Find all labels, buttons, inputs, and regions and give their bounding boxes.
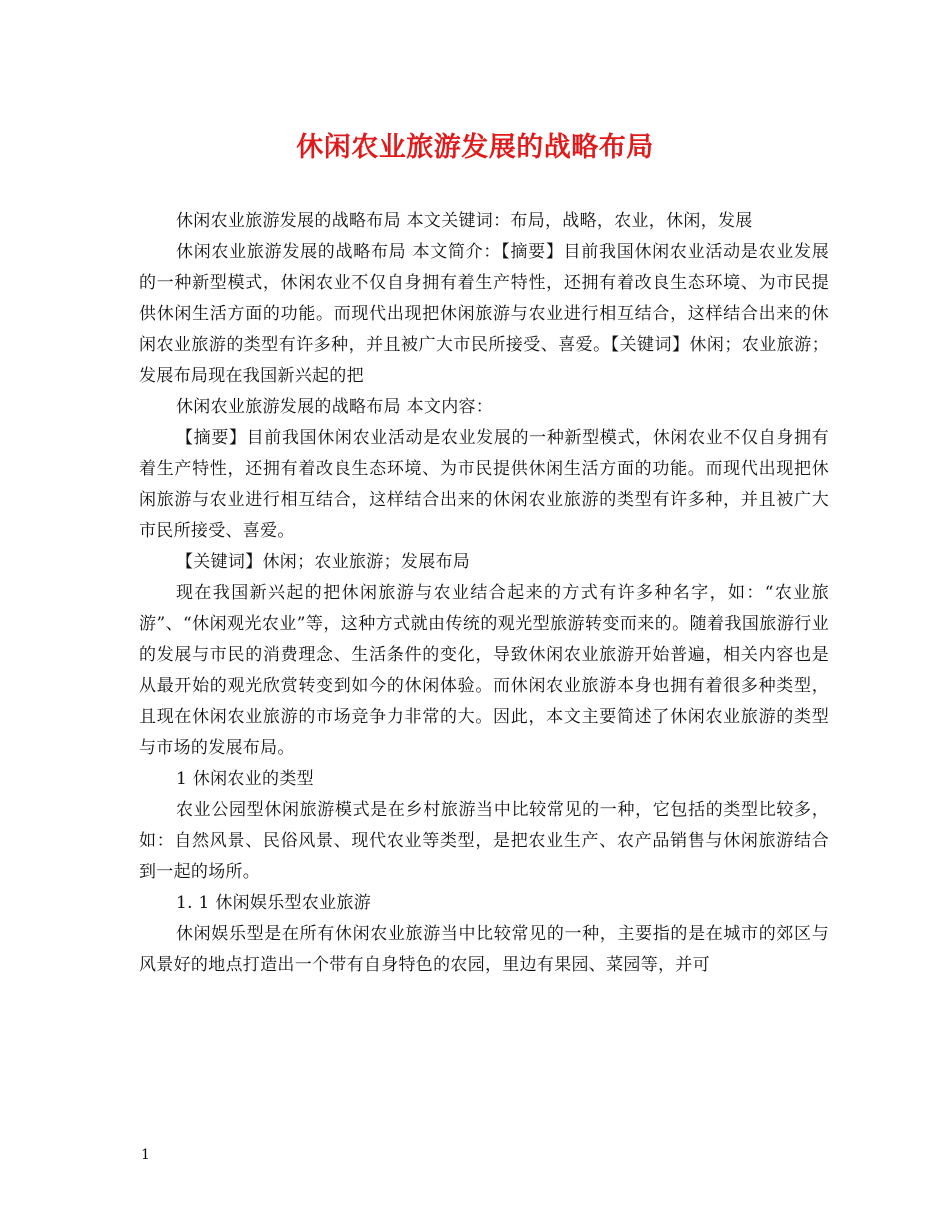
paragraph-introduction: 现在我国新兴起的把休闲旅游与农业结合起来的方式有许多种名字，如：“农业旅游”、“休闲观光农业”等，这种方式就由传统的观光型旅游转变而来的。随着我国旅游行业的发展与市民的消费理念、生活条件的变化，导致休闲农业旅游开始普遍，相关内容也是从最开始的观光欣赏转变到如今的休闲体验。而休闲农业旅游本身也拥有着很多种类型，且现在休闲农业旅游的市场竞争力非常的大。因此，本文主要简述了休闲农业旅游的类型与市场的发展布局。 bbox=[139, 583, 829, 758]
paragraph-keywords: 休闲农业旅游发展的战略布局 本文关键词：布局，战略，农业，休闲，发展 bbox=[176, 211, 753, 231]
document-title: 休闲农业旅游发展的战略布局 bbox=[296, 132, 654, 163]
subsection-heading: 1. 1 休闲娱乐型农业旅游 bbox=[176, 893, 372, 913]
paragraph-keywords-label: 【关键词】休闲；农业旅游；发展布局 bbox=[176, 552, 471, 572]
paragraph-abstract: 【摘要】目前我国休闲农业活动是农业发展的一种新型模式，休闲农业不仅自身拥有着生产特性，还拥有着改良生态环境、为市民提供休闲生活方面的功能。而现代出现把休闲旅游与农业进行相互结合，这样结合出来的休闲农业旅游的类型有许多种，并且被广大市民所接受、喜爱。 bbox=[139, 428, 829, 541]
document-body bbox=[139, 206, 829, 981]
paragraph-summary: 休闲农业旅游发展的战略布局 本文简介：【摘要】目前我国休闲农业活动是农业发展的一种新型模式，休闲农业不仅自身拥有着生产特性，还拥有着改良生态环境、为市民提供休闲生活方面的功能。而现代出现把休闲旅游与农业进行相互结合，这样结合出来的休闲农业旅游的类型有许多种，并且被广大市民所接受、喜爱。【关键词】休闲；农业旅游；发展布局现在我国新兴起的把 bbox=[139, 242, 829, 386]
paragraph-agri-park: 农业公园型休闲旅游模式是在乡村旅游当中比较常见的一种，它包括的类型比较多，如：自然风景、民俗风景、现代农业等类型，是把农业生产、农产品销售与休闲旅游结合到一起的场所。 bbox=[139, 800, 829, 882]
page-number: 1 bbox=[141, 1147, 150, 1163]
paragraph-content-heading: 休闲农业旅游发展的战略布局 本文内容： bbox=[176, 397, 494, 417]
paragraph-leisure-entertainment: 休闲娱乐型是在所有休闲农业旅游当中比较常见的一种，主要指的是在城市的郊区与风景好的地点打造出一个带有自身特色的农园，里边有果园、菜园等，并可 bbox=[139, 924, 829, 975]
section-heading: 1 休闲农业的类型 bbox=[176, 769, 314, 789]
